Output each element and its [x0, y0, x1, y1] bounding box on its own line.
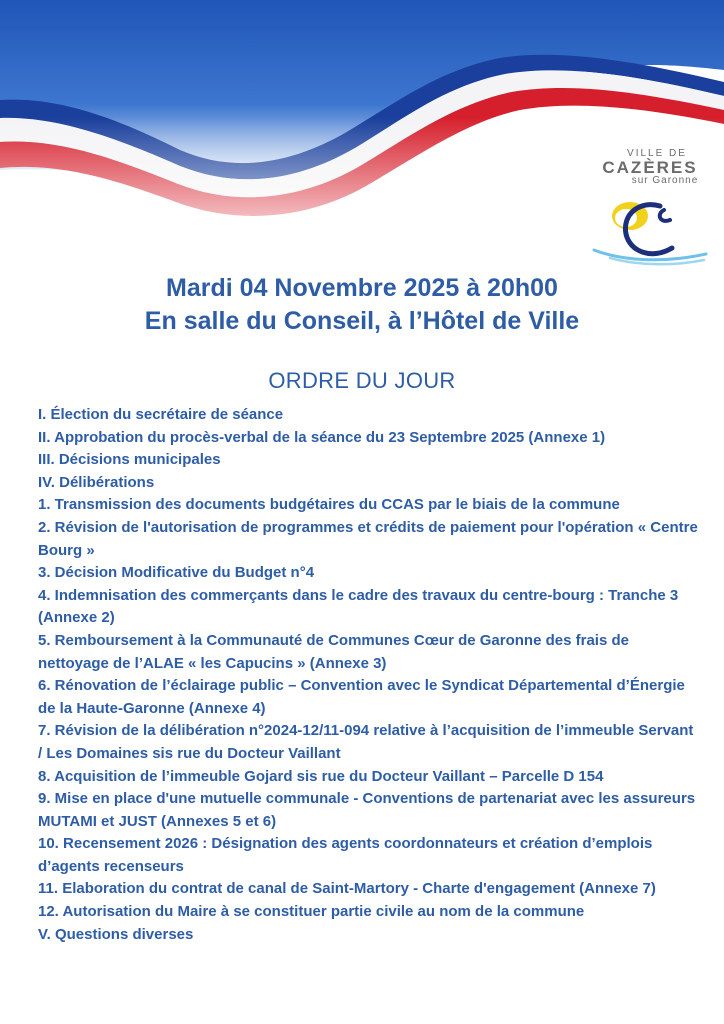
- agenda-item: III. Décisions municipales: [38, 451, 221, 469]
- agenda-item: I. Élection du secrétaire de séance: [38, 406, 284, 423]
- meeting-header: [0, 272, 724, 338]
- logo-town-name: CAZÈRES: [602, 158, 698, 177]
- agenda-item: IV. Délibérations: [38, 473, 155, 491]
- agenda-item: 7. Révision de la délibération n°2024-12/11-094 relative à l’acquisition de l’immeuble Servant / Les Domaines sis rue du Docteur Vaillant: [38, 722, 694, 762]
- meeting-place: En salle du Conseil, à l’Hôtel de Ville: [144, 307, 580, 335]
- agenda-item: 9. Mise en place d'une mutuelle communale - Conventions de partenariat avec les assureurs MUTAMI et JUST (Annexes 5 et 6): [38, 790, 696, 830]
- agenda-item: 10. Recensement 2026 : Désignation des agents coordonnateurs et création d’emplois d’agents recenseurs: [38, 835, 653, 875]
- agenda-item: 3. Décision Modificative du Budget n°4: [38, 564, 315, 582]
- agenda-item: V. Questions diverses: [38, 925, 194, 943]
- agenda-item: 12. Autorisation du Maire à se constituer partie civile au nom de la commune: [38, 903, 585, 921]
- agenda-item: II. Approbation du procès-verbal de la séance du 23 Septembre 2025 (Annexe 1): [38, 428, 606, 446]
- meeting-date: Mardi 04 Novembre 2025 à 20h00: [166, 274, 558, 302]
- agenda-item: 2. Révision de l'autorisation de programmes et crédits de paiement pour l'opération « Centre Bourg »: [38, 518, 698, 559]
- logo-ville-text: VILLE DE: [627, 148, 687, 159]
- agenda-item: 1. Transmission des documents budgétaires du CCAS par le biais de la commune: [38, 496, 620, 514]
- logo-sub-text: sur Garonne: [631, 175, 699, 186]
- agenda-heading: ORDRE DU JOUR: [268, 368, 456, 393]
- cazeres-c-emblem-icon: [590, 194, 710, 270]
- town-logo: [590, 148, 710, 270]
- agenda-item: 5. Remboursement à la Communauté de Communes Cœur de Garonne des frais de nettoyage de l’ALAE « les Capucins » (Annexe 3): [38, 631, 629, 672]
- logo-wordmark: [590, 148, 710, 186]
- agenda-list: [38, 404, 698, 946]
- agenda-item: 11. Elaboration du contrat de canal de Saint-Martory - Charte d'engagement (Annexe 7): [38, 880, 656, 898]
- agenda-item: 8. Acquisition de l’immeuble Gojard sis rue du Docteur Vaillant – Parcelle D 154: [38, 767, 604, 785]
- agenda-item: 4. Indemnisation des commerçants dans le cadre des travaux du centre-bourg : Tranche 3 (Annexe 2): [38, 586, 679, 627]
- agenda-item: 6. Rénovation de l’éclairage public – Convention avec le Syndicat Départemental d’Énergie de la Haute-Garonne (Annexe 4): [38, 677, 685, 717]
